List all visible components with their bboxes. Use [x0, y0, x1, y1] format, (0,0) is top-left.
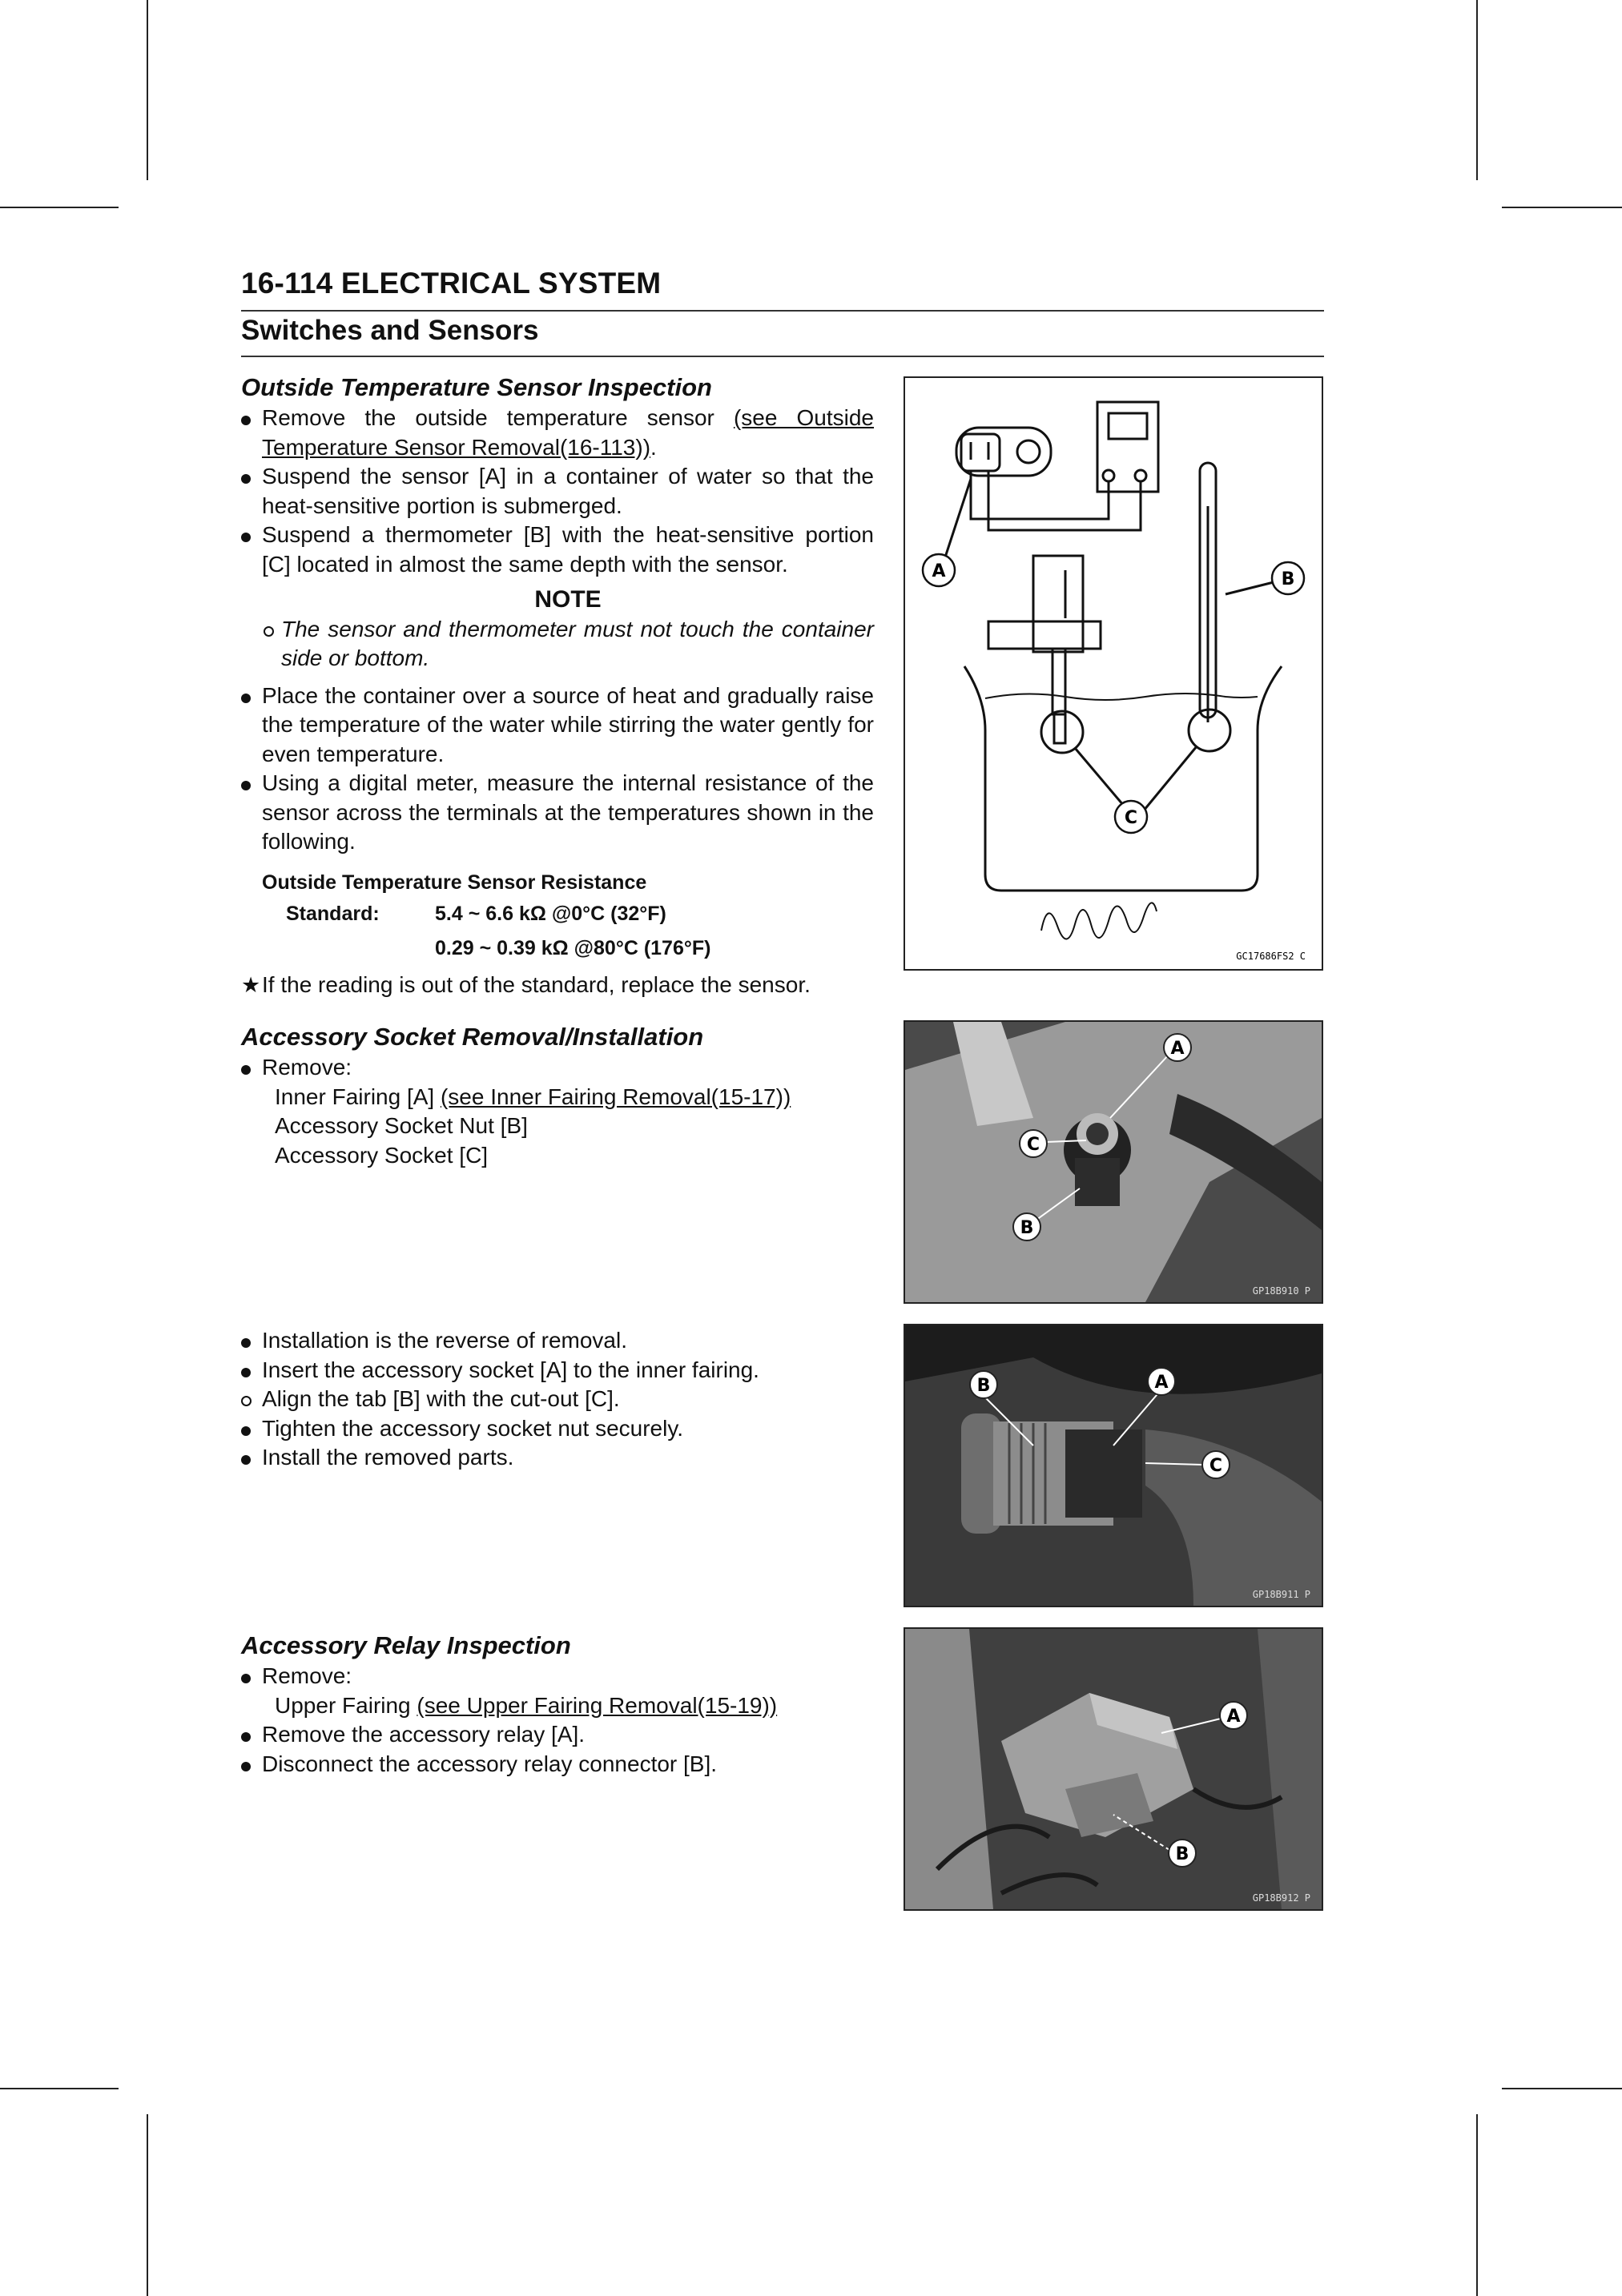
spec-value: 5.4 ~ 6.6 kΩ @0°C (32°F)	[435, 902, 666, 925]
crop-mark	[147, 0, 148, 180]
callout-c: C	[1209, 1456, 1223, 1476]
section-title: Switches and Sensors	[241, 315, 539, 346]
spec-value: 0.29 ~ 0.39 kΩ @80°C (176°F)	[435, 936, 711, 959]
bullet-item: Installation is the reverse of removal.	[241, 1326, 874, 1356]
bullet-icon	[241, 533, 251, 542]
removal-item: Accessory Socket Nut [B]	[275, 1113, 528, 1138]
figure-code: GP18B912 P	[1252, 1892, 1310, 1904]
callout-b: B	[1020, 1218, 1034, 1238]
bullet-icon	[241, 1368, 251, 1377]
sensor-test-diagram	[904, 376, 1323, 971]
callout-b: B	[976, 1376, 991, 1396]
photo-illustration	[905, 1629, 1322, 1909]
bullet-item: Using a digital meter, measure the internal resistance of the sensor across the terminals at the temperatures shown in the following.	[241, 769, 874, 857]
note-item: The sensor and thermometer must not touch the container side or bottom.	[241, 615, 874, 674]
bullet-icon	[241, 416, 251, 425]
crop-mark	[1502, 207, 1622, 208]
section-outside-temp-sensor	[241, 372, 874, 999]
bullet-item: Remove:	[241, 1053, 874, 1083]
bullet-icon	[241, 474, 251, 484]
figure-code: GP18B910 P	[1252, 1285, 1310, 1297]
bullet-icon	[241, 1426, 251, 1436]
spec-row	[241, 897, 874, 931]
removal-item: Accessory Socket [C]	[275, 1142, 489, 1168]
crop-mark	[0, 2088, 119, 2089]
section-rule	[241, 356, 1324, 357]
subsection-heading: Accessory Relay Inspection	[241, 1631, 571, 1659]
callout-b: B	[1281, 569, 1295, 589]
bullet-item: Suspend a thermometer [B] with the heat-sensitive portion [C] located in almost the same depth with the sensor.	[241, 521, 874, 579]
callout-c: C	[1026, 1135, 1040, 1155]
photo-illustration	[905, 1325, 1322, 1606]
bullet-item: Insert the accessory socket [A] to the inner fairing.	[241, 1356, 874, 1385]
bullet-item: Remove the accessory relay [A].	[241, 1720, 874, 1750]
section-accessory-socket	[241, 1021, 874, 1170]
removal-item: Upper Fairing (see Upper Fairing Removal(15-19))	[275, 1692, 778, 1718]
spec-title: Outside Temperature Sensor Resistance	[262, 871, 647, 894]
photo-illustration	[905, 1022, 1322, 1302]
bullet-item: Tighten the accessory socket nut securely.	[241, 1414, 874, 1444]
accessory-socket-photo	[904, 1020, 1323, 1304]
accessory-relay-photo	[904, 1627, 1323, 1911]
spec-label: Standard:	[286, 902, 380, 925]
removal-item: Inner Fairing [A] (see Inner Fairing Removal(15-17))	[275, 1084, 791, 1109]
cross-reference-link[interactable]: (see Upper Fairing Removal(15-19))	[417, 1692, 778, 1718]
bullet-icon	[241, 694, 251, 703]
subsection-heading: Accessory Socket Removal/Installation	[241, 1023, 704, 1051]
section-installation-steps	[241, 1326, 874, 1473]
crop-mark	[1476, 0, 1478, 180]
hollow-bullet-icon	[241, 1396, 252, 1406]
callout-c: C	[1124, 808, 1138, 828]
cross-reference-link[interactable]: (see Outside Temperature Sensor Removal(16-113))	[262, 405, 874, 460]
star-item: ★ If the reading is out of the standard, replace the sensor.	[241, 971, 874, 1000]
note-heading: NOTE	[534, 586, 602, 613]
figure-code: GC17686FS2 C	[1236, 951, 1306, 962]
bullet-item: Install the removed parts.	[241, 1443, 874, 1473]
callout-b: B	[1175, 1844, 1189, 1864]
crop-mark	[1502, 2088, 1622, 2089]
callout-a: A	[1170, 1039, 1185, 1059]
crop-mark	[147, 2114, 148, 2296]
spec-row	[241, 931, 874, 966]
subsection-heading: Outside Temperature Sensor Inspection	[241, 373, 712, 401]
bullet-icon	[241, 1762, 251, 1771]
crop-mark	[1476, 2114, 1478, 2296]
hollow-bullet-item: Align the tab [B] with the cut-out [C].	[241, 1385, 874, 1414]
diagram-drawing	[905, 378, 1322, 969]
crop-mark	[0, 207, 119, 208]
callout-a: A	[932, 561, 946, 581]
bullet-item: Suspend the sensor [A] in a container of water so that the heat-sensitive portion is submerged.	[241, 462, 874, 521]
page-title: 16-114 ELECTRICAL SYSTEM	[241, 267, 662, 300]
bullet-icon	[241, 1065, 251, 1075]
bullet-item: Place the container over a source of heat and gradually raise the temperature of the water while stirring the water gently for even temperature.	[241, 682, 874, 770]
accessory-socket-install-photo	[904, 1324, 1323, 1607]
bullet-icon	[241, 781, 251, 790]
bullet-icon	[241, 1455, 251, 1465]
bullet-icon	[241, 1338, 251, 1348]
cross-reference-link[interactable]: (see Inner Fairing Removal(15-17))	[440, 1084, 791, 1109]
hollow-bullet-icon	[264, 626, 274, 637]
bullet-icon	[241, 1674, 251, 1683]
figure-code: GP18B911 P	[1252, 1589, 1310, 1600]
bullet-item: Remove:	[241, 1662, 874, 1691]
callout-a: A	[1154, 1373, 1169, 1393]
bullet-icon	[241, 1732, 251, 1742]
section-accessory-relay	[241, 1630, 874, 1779]
callout-a: A	[1226, 1707, 1241, 1727]
header-rule	[241, 310, 1324, 312]
bullet-item: Remove the outside temperature sensor (see Outside Temperature Sensor Removal(16-113)).	[241, 404, 874, 462]
bullet-item: Disconnect the accessory relay connector [B].	[241, 1750, 874, 1779]
star-icon: ★	[241, 972, 261, 997]
